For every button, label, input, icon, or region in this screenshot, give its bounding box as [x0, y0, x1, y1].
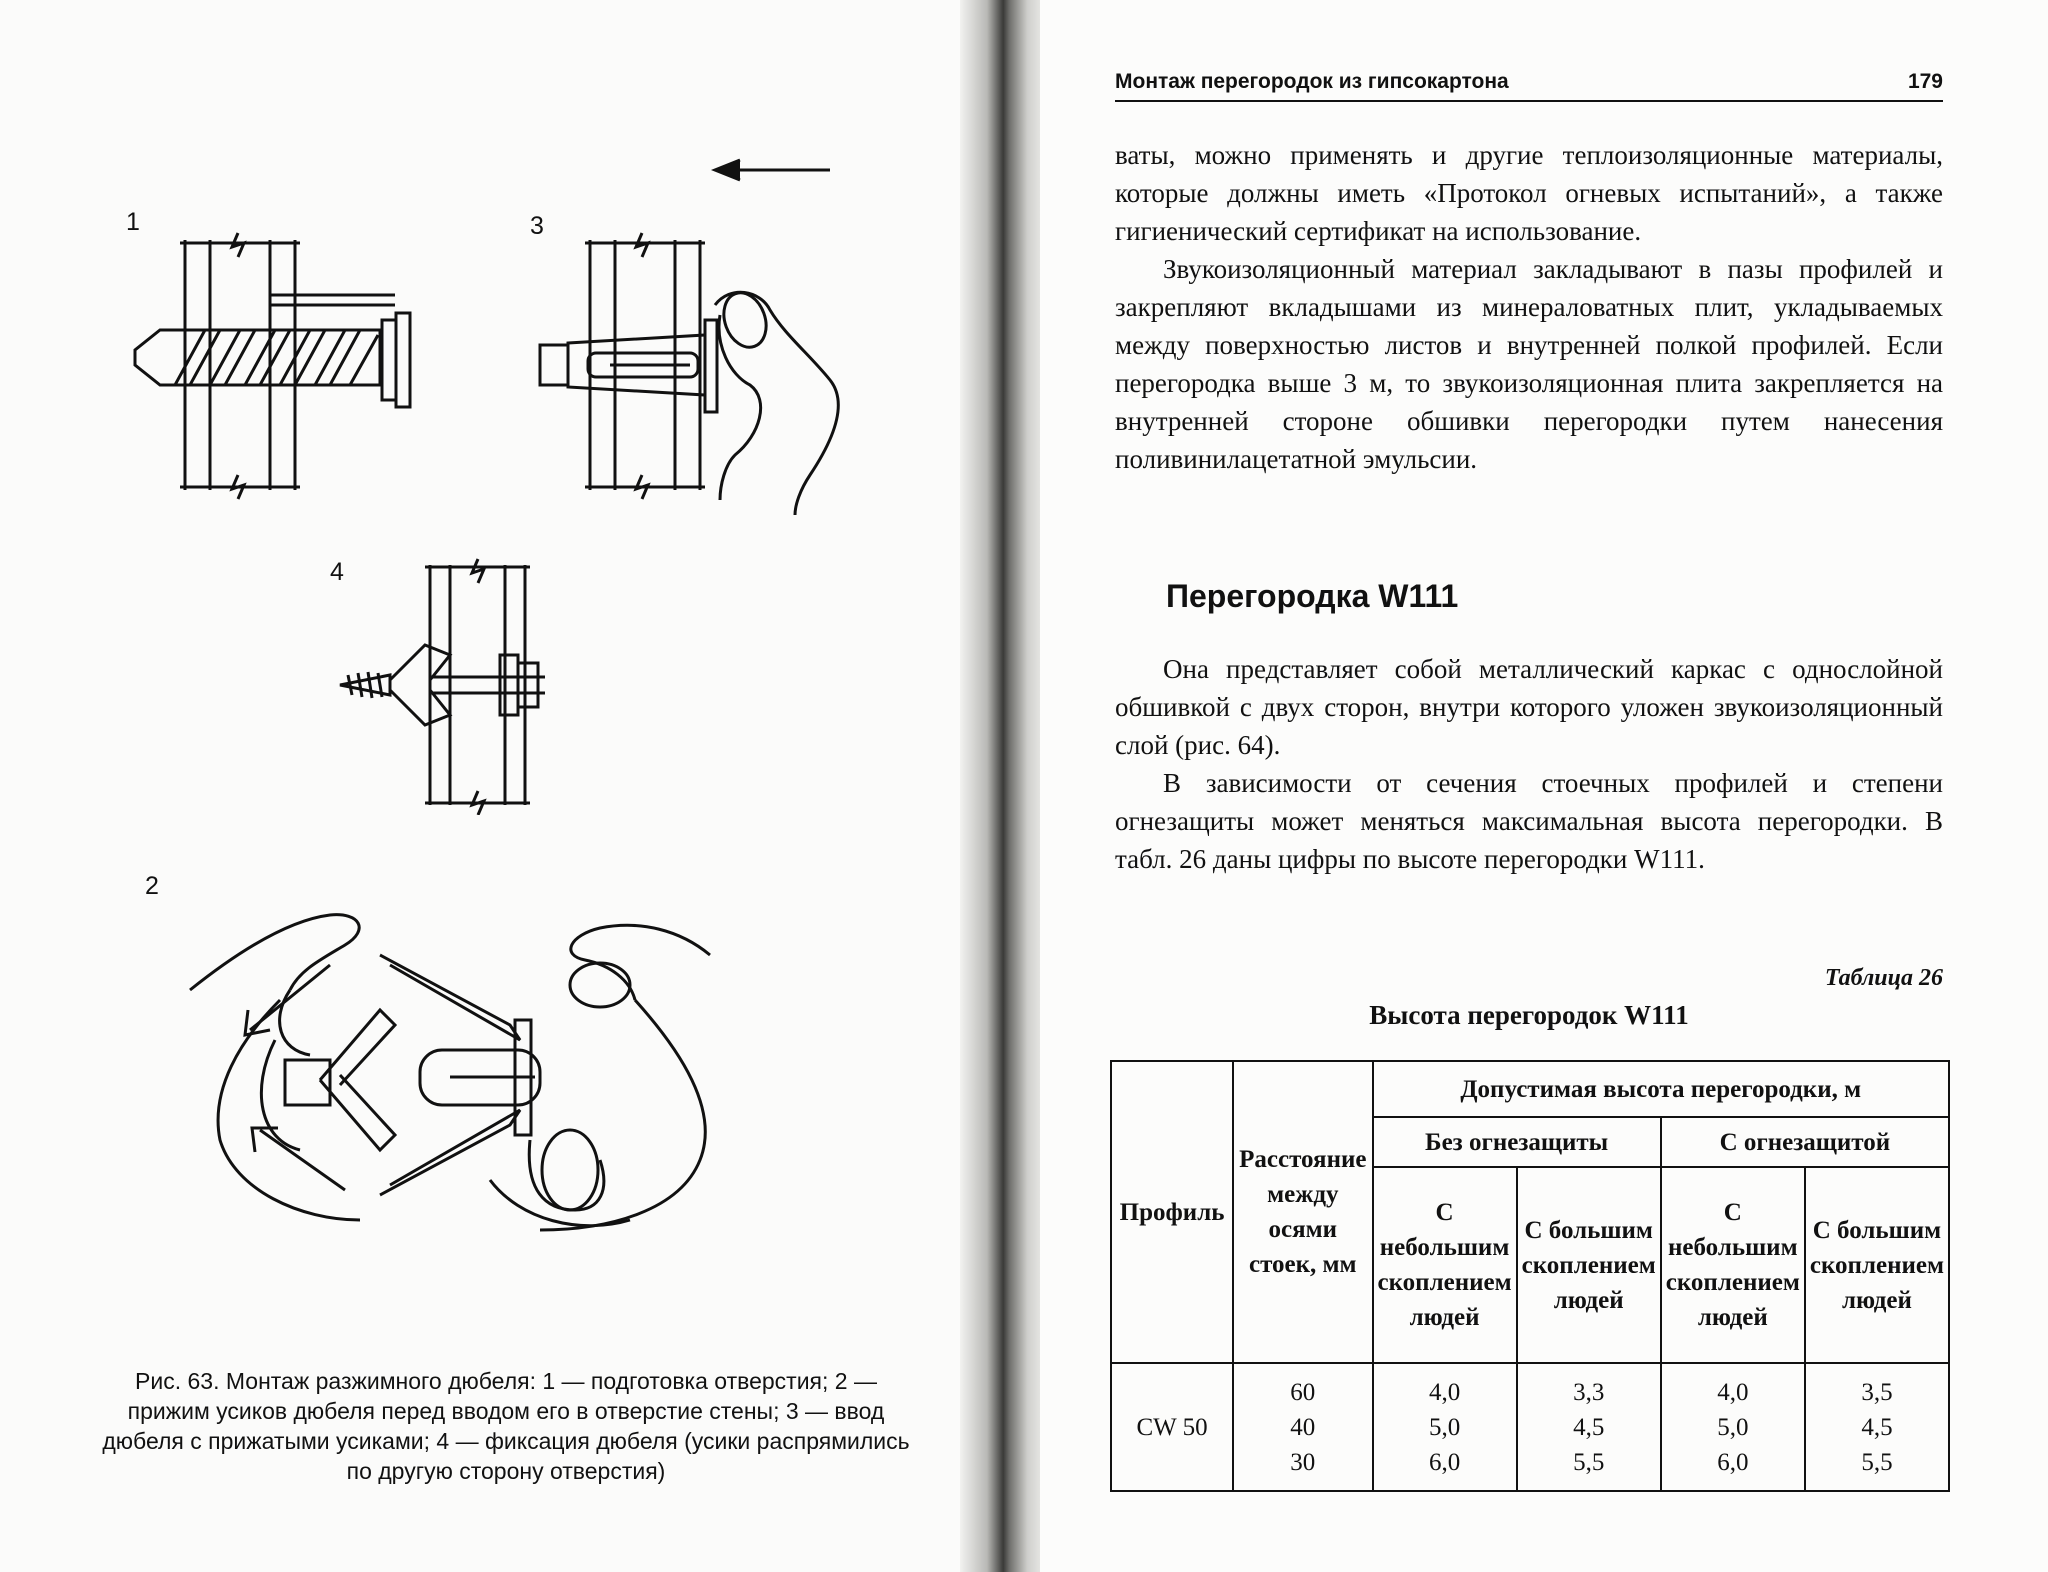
header-allowed-height: Допустимая высота перегородки, м	[1373, 1061, 1950, 1117]
header-large-crowd: С большим скоплением людей	[1517, 1167, 1661, 1363]
header-small-crowd: С небольшим скоплением людей	[1661, 1167, 1805, 1363]
paragraph: Звукоизоляционный материал закладывают в пазы профилей и закрепляют вкладышами из минераловатных плит, укладываемых между поверхностью листов и внутренней полкой профилей. Если перегородка выше 3 м, то звукоизоляционная плита закрепляется на внутренней стороне обшивки перегородки путем нанесения поливинилацетатной эмульсии.	[1115, 254, 1943, 474]
cell-value: 60	[1290, 1378, 1316, 1406]
cell-nofire-large	[1517, 1363, 1661, 1491]
section-heading: Перегородка W111	[1166, 578, 1459, 614]
book-gutter	[960, 0, 1050, 1572]
header-large-crowd: С большим скоплением людей	[1805, 1167, 1949, 1363]
header-distance: Расстояние между осями стоек, мм	[1233, 1061, 1372, 1363]
cell-value: 4,5	[1861, 1413, 1893, 1441]
cell-value: 5,5	[1861, 1448, 1893, 1476]
cell-profile: CW 50	[1111, 1363, 1233, 1491]
figure-caption: Рис. 63. Монтаж разжимного дюбеля: 1 — подготовка отверстия; 2 — прижим усиков дюбеля перед вводом его в отверстие стены; 3 — ввод дюбеля с прижатыми усиками; 4 — фиксация дюбеля (усики распрямились по другую сторону отверстия)	[102, 1368, 910, 1484]
press-anchor-drawing	[180, 890, 740, 1250]
header-fire: С огнезащитой	[1661, 1117, 1949, 1167]
fixed-anchor-drawing	[330, 555, 570, 815]
text-block-bottom	[1115, 650, 1943, 878]
height-table	[1110, 1060, 1950, 1492]
cell-value: 40	[1290, 1413, 1316, 1441]
drill-hole-drawing	[120, 225, 450, 505]
cell-value: 6,0	[1428, 1448, 1461, 1476]
cell-value: 5,0	[1428, 1413, 1461, 1441]
running-head-title: Монтаж перегородок из гипсокартона	[1115, 70, 1509, 93]
cell-distance	[1233, 1363, 1372, 1491]
cell-value: 3,3	[1573, 1378, 1605, 1406]
figure-label-2: 2	[145, 872, 159, 900]
figure-label-3: 3	[530, 212, 544, 240]
paragraph: В зависимости от сечения стоечных профилей и степени огнезащиты может меняться максимальная высота перегородки. В табл. 26 даны цифры по высоте перегородки W111.	[1115, 768, 1943, 874]
cell-value: 30	[1290, 1448, 1316, 1476]
cell-value: 5,5	[1573, 1448, 1605, 1476]
cell-fire-small	[1661, 1363, 1805, 1491]
cell-fire-large	[1805, 1363, 1949, 1491]
page-number: 179	[1907, 70, 1943, 93]
table-title: Высота перегородок W111	[1369, 1000, 1689, 1030]
paragraph: ваты, можно применять и другие теплоизоляционные материалы, которые должны иметь «Протокол огневых испытаний», а также гигиенический сертификат на использование.	[1115, 140, 1943, 246]
table-header-row	[1111, 1061, 1949, 1117]
figure-label-1: 1	[126, 208, 140, 236]
table-label: Таблица 26	[1824, 965, 1943, 991]
header-small-crowd: С небольшим скоплением людей	[1373, 1167, 1517, 1363]
cell-value: 4,5	[1573, 1413, 1605, 1441]
cell-value: 4,0	[1428, 1378, 1461, 1406]
header-no-fire: Без огнезащиты	[1373, 1117, 1661, 1167]
cell-value: 3,5	[1861, 1378, 1893, 1406]
insert-anchor-drawing	[530, 225, 870, 515]
cell-value: 4,0	[1717, 1378, 1749, 1406]
running-head	[1115, 66, 1943, 102]
cell-value: 6,0	[1717, 1448, 1749, 1476]
table-row	[1111, 1363, 1949, 1491]
direction-arrow-icon	[705, 155, 835, 185]
figure-label-4: 4	[330, 558, 344, 586]
text-block-top	[1115, 136, 1943, 478]
header-profile: Профиль	[1111, 1061, 1233, 1363]
paragraph: Она представляет собой металлический каркас с однослойной обшивкой с двух сторон, внутри которого уложен звукоизоляционный слой (рис. 64).	[1115, 654, 1943, 760]
cell-value: 5,0	[1717, 1413, 1749, 1441]
cell-nofire-small	[1373, 1363, 1517, 1491]
